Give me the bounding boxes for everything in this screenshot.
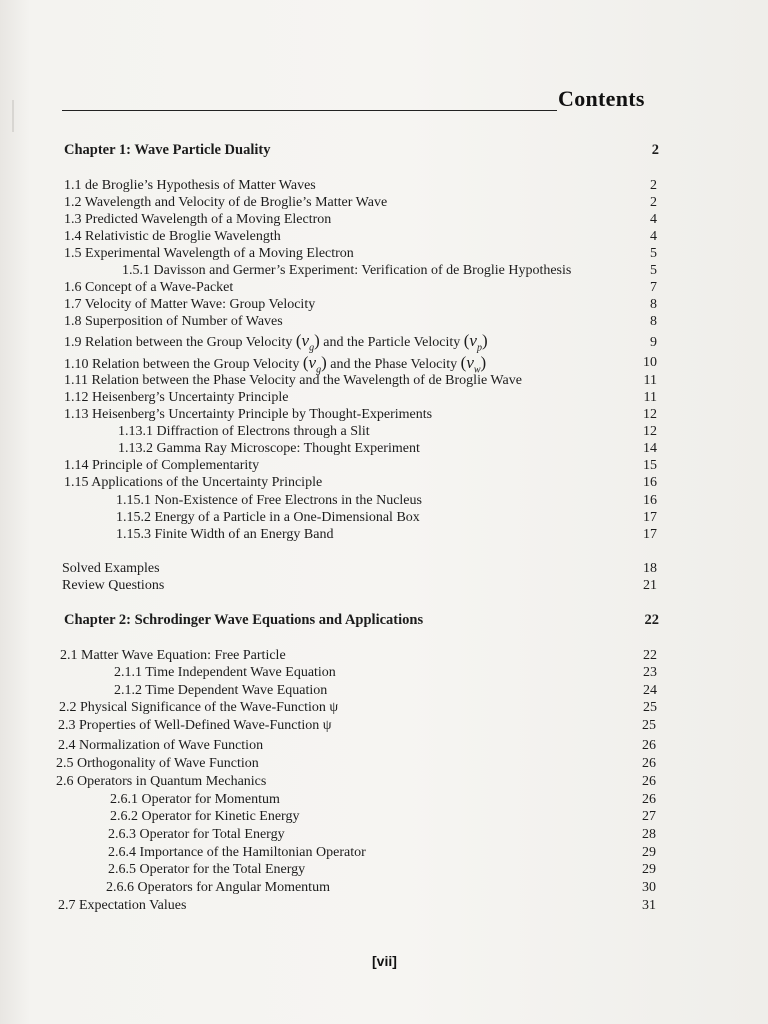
toc-entry: 2.1.2 Time Dependent Wave Equation <box>114 683 328 698</box>
toc-page-number: 2 <box>650 178 657 193</box>
toc-page-number: 11 <box>643 390 657 405</box>
math-symbol: $(v_g)$ <box>302 353 327 376</box>
toc-entry: 1.15.2 Energy of a Particle in a One-Dimensional Box <box>116 510 420 525</box>
toc-entry: 2.3 Properties of Well-Defined Wave-Function ψ <box>58 718 332 733</box>
toc-page-number: 22 <box>644 612 659 628</box>
toc-page-number: 30 <box>642 880 656 895</box>
toc-page-number: 22 <box>643 648 657 663</box>
toc-page-number: 10 <box>643 355 657 370</box>
toc-entry: 1.15.1 Non-Existence of Free Electrons in the Nucleus <box>116 493 422 508</box>
toc-page-number: 5 <box>650 246 657 261</box>
toc-entry: 2.6.4 Importance of the Hamiltonian Operator <box>108 845 366 860</box>
toc-entry: 1.10 Relation between the Group Velocity $(v_g)$ and the Phase Velocity $(v_w)$ <box>64 353 487 376</box>
toc-chapter-heading: Chapter 2: Schrodinger Wave Equations and Applications <box>64 612 424 628</box>
toc-page-number: 16 <box>643 493 657 508</box>
toc-page-number: 11 <box>643 373 657 388</box>
toc-page-number: 29 <box>642 862 656 877</box>
toc-page-number: 26 <box>642 792 656 807</box>
toc-entry: 1.7 Velocity of Matter Wave: Group Velocity <box>64 297 316 312</box>
toc-page-number: 28 <box>642 827 656 842</box>
toc-entry: 2.1 Matter Wave Equation: Free Particle <box>60 648 286 663</box>
toc-entry: 2.6.2 Operator for Kinetic Energy <box>110 809 300 824</box>
math-symbol: $(v_p)$ <box>463 331 488 354</box>
toc-page-number: 29 <box>642 845 656 860</box>
toc-entry: 2.5 Orthogonality of Wave Function <box>56 756 259 771</box>
toc-page-number: 8 <box>650 314 657 329</box>
toc-entry: Solved Examples <box>62 561 160 576</box>
toc-page-number: 14 <box>643 441 657 456</box>
toc-entry: 1.15 Applications of the Uncertainty Principle <box>64 475 323 490</box>
toc-page-number: 9 <box>650 335 657 350</box>
toc-chapter-heading: Chapter 1: Wave Particle Duality <box>64 142 271 158</box>
toc-entry: 2.6 Operators in Quantum Mechanics <box>56 774 267 789</box>
page-title: Contents <box>558 86 645 111</box>
toc-entry: 1.13.1 Diffraction of Electrons through a Slit <box>118 424 370 439</box>
toc-entry: 1.15.3 Finite Width of an Energy Band <box>116 527 334 542</box>
math-symbol: $(v_w)$ <box>460 353 487 376</box>
toc-entry: 2.7 Expectation Values <box>58 898 187 913</box>
toc-page-number: 2 <box>650 195 657 210</box>
toc-page-number: 12 <box>643 424 657 439</box>
toc-page-number: 31 <box>642 898 656 913</box>
toc-entry: 2.6.6 Operators for Angular Momentum <box>106 880 330 895</box>
toc-page-number: 12 <box>643 407 657 422</box>
toc-entry: 1.13.2 Gamma Ray Microscope: Thought Experiment <box>118 441 420 456</box>
toc-page-number: 26 <box>642 774 656 789</box>
toc-entry: 1.3 Predicted Wavelength of a Moving Electron <box>64 212 332 227</box>
toc-page-number: 15 <box>643 458 657 473</box>
toc-entry: 1.14 Principle of Complementarity <box>64 458 260 473</box>
page-number: [vii] <box>372 953 397 969</box>
toc-entry: 1.13 Heisenberg’s Uncertainty Principle by Thought-Experiments <box>64 407 433 422</box>
toc-entry: 2.2 Physical Significance of the Wave-Function ψ <box>59 700 339 715</box>
toc-page-number: 2 <box>651 142 659 158</box>
toc-page-number: 4 <box>650 212 657 227</box>
toc-page-number: 25 <box>642 718 656 733</box>
toc-entry: 2.6.5 Operator for the Total Energy <box>108 862 306 877</box>
toc-entry: 1.1 de Broglie’s Hypothesis of Matter Waves <box>64 178 316 193</box>
toc-entry: 1.6 Concept of a Wave-Packet <box>64 280 234 295</box>
toc-page-number: 26 <box>642 738 656 753</box>
toc-page-number: 23 <box>643 665 657 680</box>
toc-entry: 1.5.1 Davisson and Germer’s Experiment: Verification of de Broglie Hypothesis <box>122 263 572 278</box>
toc-page-number: 7 <box>650 280 657 295</box>
toc-entry: 1.2 Wavelength and Velocity of de Broglie’s Matter Wave <box>64 195 388 210</box>
toc-page-number: 8 <box>650 297 657 312</box>
scan-edge-mark <box>12 100 14 132</box>
toc-entry: 2.1.1 Time Independent Wave Equation <box>114 665 336 680</box>
toc-page-number: 16 <box>643 475 657 490</box>
toc-page-number: 18 <box>643 561 657 576</box>
toc-page-number: 25 <box>643 700 657 715</box>
toc-entry: 1.5 Experimental Wavelength of a Moving Electron <box>64 246 354 261</box>
toc-page-number: 26 <box>642 756 656 771</box>
toc-page-number: 21 <box>643 578 657 593</box>
toc-page-number: 4 <box>650 229 657 244</box>
header-rule <box>62 110 557 111</box>
toc-page-number: 24 <box>643 683 657 698</box>
math-symbol: $(v_g)$ <box>295 331 320 354</box>
toc-entry: Review Questions <box>62 578 165 593</box>
toc-entry: 1.4 Relativistic de Broglie Wavelength <box>64 229 281 244</box>
toc-entry: 2.4 Normalization of Wave Function <box>58 738 264 753</box>
toc-entry: 2.6.3 Operator for Total Energy <box>108 827 285 842</box>
toc-page-number: 27 <box>642 809 656 824</box>
toc-entry: 1.8 Superposition of Number of Waves <box>64 314 283 329</box>
toc-page-number: 17 <box>643 510 657 525</box>
toc-entry: 1.12 Heisenberg’s Uncertainty Principle <box>64 390 289 405</box>
toc-entry: 1.9 Relation between the Group Velocity $(v_g)$ and the Particle Velocity $(v_p)$ <box>64 331 488 354</box>
toc-page-number: 5 <box>650 263 657 278</box>
toc-entry: 1.11 Relation between the Phase Velocity and the Wavelength of de Broglie Wave <box>64 373 522 388</box>
toc-entry: 2.6.1 Operator for Momentum <box>110 792 280 807</box>
toc-page-number: 17 <box>643 527 657 542</box>
